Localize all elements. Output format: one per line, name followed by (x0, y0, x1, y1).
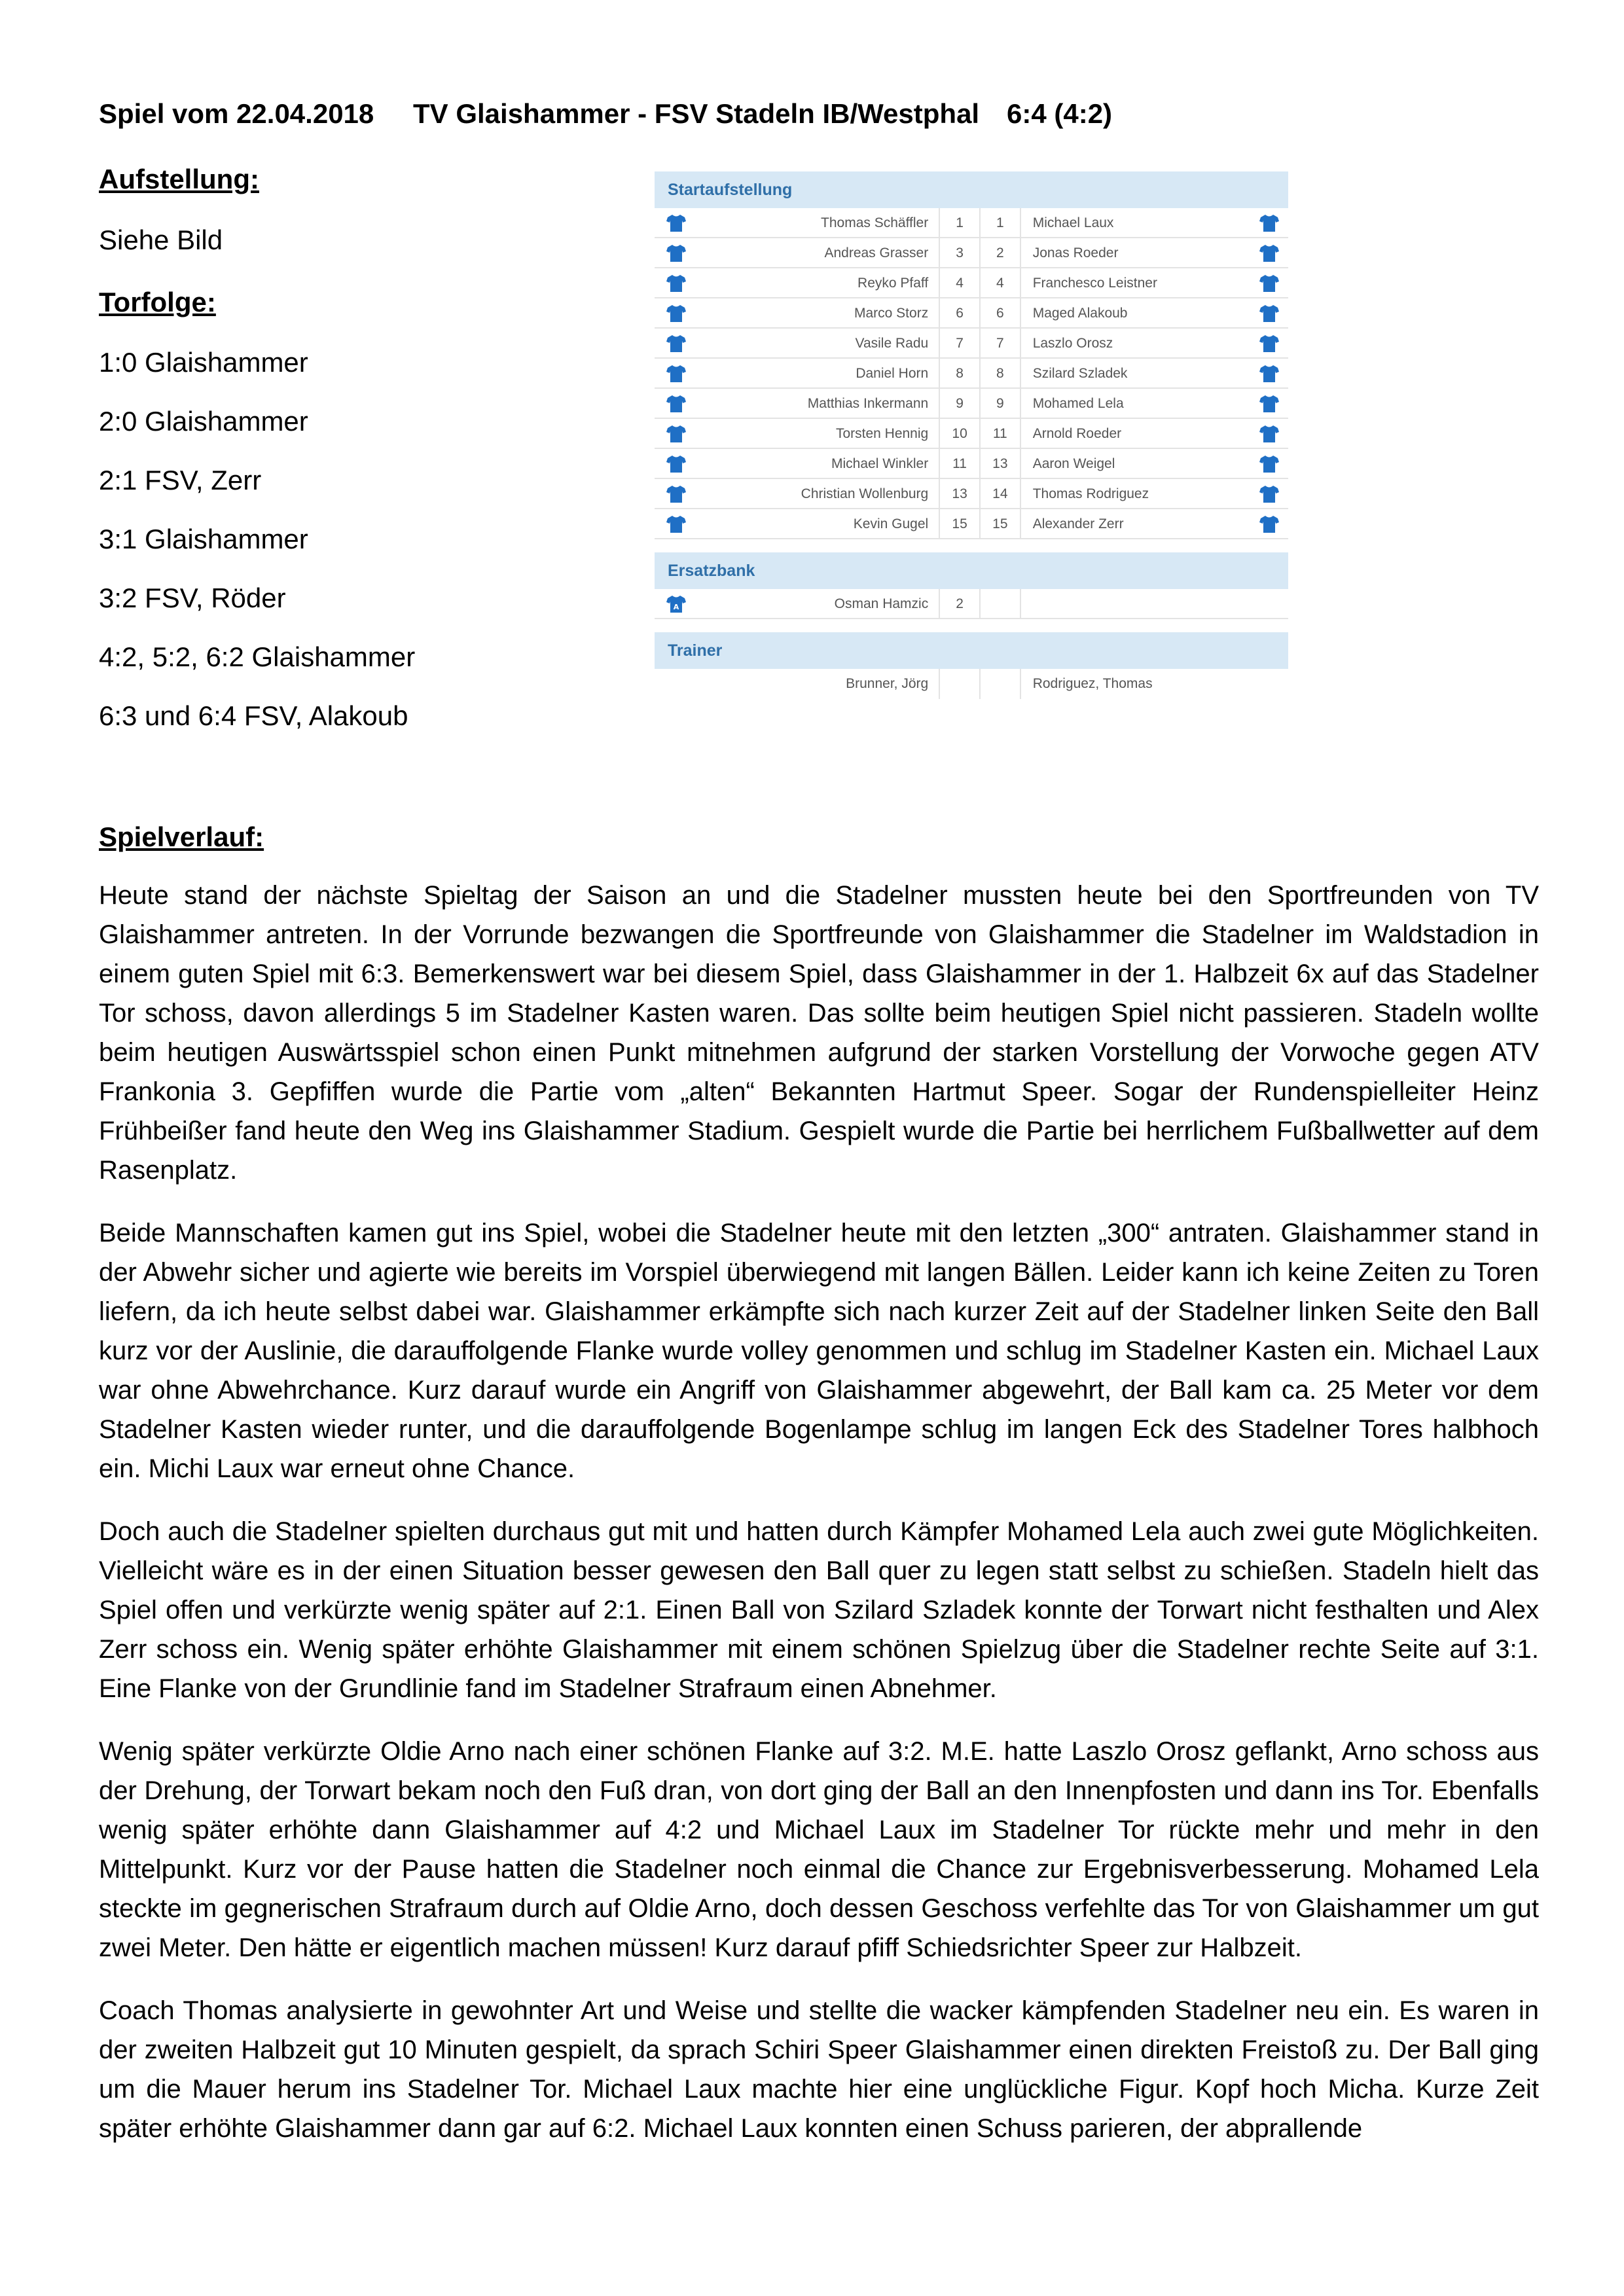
home-player: Matthias Inkermann (694, 389, 940, 418)
away-player: Maged Alakoub (1032, 306, 1128, 321)
home-player: Christian Wollenburg (694, 479, 940, 508)
shirt-icon-away (1249, 268, 1288, 297)
home-player: Vasile Radu (694, 329, 940, 357)
startaufstellung-header: Startaufstellung (655, 171, 1288, 208)
lineup-row (655, 298, 1288, 329)
shirt-icon-home (655, 298, 694, 327)
home-player: Thomas Schäffler (694, 208, 940, 237)
away-number: 1 (981, 208, 1021, 237)
away-player: Thomas Rodriguez (1032, 486, 1149, 501)
home-player: Reyko Pfaff (694, 268, 940, 297)
away-player: Laszlo Orosz (1032, 336, 1113, 351)
away-number: 15 (981, 509, 1021, 538)
bench-home-player: Osman Hamzic (694, 589, 940, 618)
away-player: Jonas Roeder (1032, 245, 1119, 260)
match-teams: TV Glaishammer - FSV Stadeln IB/Westphal (413, 98, 980, 129)
lineup-row (655, 268, 1288, 298)
ersatzbank-header: Ersatzbank (655, 552, 1288, 589)
svg-text:A: A (673, 603, 679, 611)
match-score: 6:4 (4:2) (1007, 98, 1113, 129)
home-number: 10 (940, 419, 981, 448)
away-player: Aaron Weigel (1032, 456, 1115, 471)
lineup-row (655, 479, 1288, 509)
lineup-row (655, 208, 1288, 238)
match-date: Spiel vom 22.04.2018 (99, 98, 374, 129)
bench-row (655, 589, 1288, 619)
paragraph: Wenig später verkürzte Oldie Arno nach einer schönen Flanke auf 3:2. M.E. hatte Laszlo Orosz geflankt, Arno schoss aus der Drehung, der Torwart bekam noch den Fuß dran, von dort ging der Ball an den Innenpfosten und dann ins Tor. Ebenfalls wenig später erhöhte dann Glaishammer auf 4:2 und Michael Laux im Stadelner Tor rückte mehr und mehr in den Mittelpunkt. Kurz vor der Pause hatten die Stadelner noch einmal die Chance zur Ergebnisverbesserung. Mohamed Lela steckte im gegnerischen Strafraum durch auf Oldie Arno, doch dessen Geschoss verfehlte das Tor von Glaishammer um gut zwei Meter. Den hätte er eigentlich machen müssen! Kurz darauf pfiff Schiedsrichter Speer zur Halbzeit. (99, 1737, 1539, 1962)
home-number: 9 (940, 389, 981, 418)
lineup-row (655, 509, 1288, 539)
lineup-table (655, 171, 1288, 699)
shirt-icon-away (1249, 359, 1288, 387)
away-player: Franchesco Leistner (1032, 276, 1157, 291)
shirt-icon-away (1249, 329, 1288, 357)
paragraph: Coach Thomas analysierte in gewohnter Art und Weise und stellte die wacker kämpfenden Stadelner neu ein. Es waren in der zweiten Halbzeit gut 10 Minuten gespielt, da sprach Schiri Speer Glaishammer einen direkten Freistoß zu. Der Ball ging um die Mauer herum ins Stadelner Tor. Michael Laux machte hier eine unglückliche Figur. Kopf hoch Micha. Kurze Zeit später erhöhte Glaishammer dann gar auf 6:2. Michael Laux konnten einen Schuss parieren, der abprallende (99, 1996, 1539, 2143)
torfolge-heading: Torfolge: (99, 287, 216, 317)
trainer-row (655, 669, 1288, 699)
away-player: Alexander Zerr (1032, 516, 1124, 531)
home-player: Andreas Grasser (694, 238, 940, 267)
shirt-icon-home (655, 509, 694, 538)
home-player: Torsten Hennig (694, 419, 940, 448)
paragraph: Beide Mannschaften kamen gut ins Spiel, wobei die Stadelner heute mit den letzten „300“ antraten. Glaishammer stand in der Abwehr sicher und agierte wie bereits im Vorspiel überwiegend mit langen Bällen. Leider kann ich keine Zeiten zu Toren liefern, da ich heute selbst dabei war. Glaishammer erkämpfte sich nach kurzer Zeit auf der Stadelner linken Seite den Ball kurz vor der Auslinie, die darauffolgende Flanke wurde volley genommen und schlug im Stadelner Kasten ein. Michael Laux war ohne Abwehrchance. Kurz darauf wurde ein Angriff von Glaishammer abgewehrt, der Ball kam ca. 25 Meter vor dem Stadelner Kasten wieder runter, und die darauffolgende Bogenlampe schlug im langen Eck des Stadelner Tores halbhoch ein. Michi Laux war erneut ohne Chance. (99, 1219, 1539, 1483)
spielverlauf-heading: Spielverlauf: (99, 821, 264, 852)
home-number: 8 (940, 359, 981, 387)
home-number: 4 (940, 268, 981, 297)
goal-line: 3:1 Glaishammer (99, 524, 308, 554)
shirt-icon-home (655, 419, 694, 448)
shirt-icon-home (655, 268, 694, 297)
goal-line: 1:0 Glaishammer (99, 347, 308, 378)
shirt-icon-away (1249, 419, 1288, 448)
shirt-icon-away (1249, 509, 1288, 538)
goal-line: 3:2 FSV, Röder (99, 583, 286, 613)
home-player: Michael Winkler (694, 449, 940, 478)
shirt-icon-home (655, 208, 694, 237)
home-player: Kevin Gugel (694, 509, 940, 538)
home-number: 6 (940, 298, 981, 327)
paragraph: Heute stand der nächste Spieltag der Saison an und die Stadelner mussten heute bei den Sportfreunden von TV Glaishammer antreten. In der Vorrunde bezwangen die Sportfreunde von Glaishammer die Stadelner im Waldstadion in einem guten Spiel mit 6:3. Bemerkenswert war bei diesem Spiel, dass Glaishammer in der 1. Halbzeit 6x auf das Stadelner Tor schoss, davon allerdings 5 im Stadelner Kasten waren. Das sollte beim heutigen Spiel nicht passieren. Stadeln wollte beim heutigen Auswärtsspiel schon einen Punkt mitnehmen aufgrund der starken Vorstellung der Vorwoche gegen ATV Frankonia 3. Gepfiffen wurde die Partie vom „alten“ Bekannten Hartmut Speer. Sogar der Rundenspielleiter Heinz Frühbeißer fand heute den Weg ins Glaishammer Stadium. Gespielt wurde die Partie bei herrlichem Fußballwetter auf dem Rasenplatz. (99, 881, 1539, 1185)
lineup-row (655, 329, 1288, 359)
home-player: Daniel Horn (694, 359, 940, 387)
home-number: 1 (940, 208, 981, 237)
shirt-icon-away (1249, 449, 1288, 478)
goal-line: 6:3 und 6:4 FSV, Alakoub (99, 700, 408, 731)
goal-line: 4:2, 5:2, 6:2 Glaishammer (99, 641, 416, 672)
goal-line: 2:1 FSV, Zerr (99, 465, 262, 495)
lineup-row (655, 419, 1288, 449)
shirt-icon-home (655, 359, 694, 387)
shirt-icon-home (655, 238, 694, 267)
away-player: Michael Laux (1032, 215, 1114, 230)
trainer-away: Rodriguez, Thomas (1032, 676, 1153, 691)
lineup-row (655, 359, 1288, 389)
spielverlauf-body (99, 876, 1539, 2172)
bench-away-player (1021, 589, 1250, 618)
away-number: 14 (981, 479, 1021, 508)
home-number: 13 (940, 479, 981, 508)
home-player: Marco Storz (694, 298, 940, 327)
away-player: Szilard Szladek (1032, 366, 1128, 381)
shirt-icon-away (1249, 298, 1288, 327)
bench-away-number (981, 589, 1021, 618)
shirt-icon-away (1249, 389, 1288, 418)
aufstellung-heading: Aufstellung: (99, 164, 259, 194)
away-number: 8 (981, 359, 1021, 387)
shirt-icon-away (1249, 238, 1288, 267)
away-number: 4 (981, 268, 1021, 297)
shirt-icon-home (655, 329, 694, 357)
home-number: 11 (940, 449, 981, 478)
away-number: 6 (981, 298, 1021, 327)
lineup-row (655, 389, 1288, 419)
lineup-row (655, 238, 1288, 268)
shirt-icon-away (1249, 479, 1288, 508)
home-number: 3 (940, 238, 981, 267)
trainer-n2 (981, 669, 1021, 699)
shirt-icon-home (655, 449, 694, 478)
away-player: Mohamed Lela (1032, 396, 1124, 411)
siehe-bild-text: Siehe Bild (99, 224, 223, 255)
trainer-n1 (940, 669, 981, 699)
away-number: 2 (981, 238, 1021, 267)
goal-line: 2:0 Glaishammer (99, 406, 308, 437)
trainer-home: Brunner, Jörg (694, 669, 940, 699)
paragraph: Doch auch die Stadelner spielten durchaus gut mit und hatten durch Kämpfer Mohamed Lela auch zwei gute Möglichkeiten. Vielleicht wäre es in der einen Situation besser gewesen den Ball quer zu legen statt selbst zu schießen. Stadeln hielt das Spiel offen und verkürzte wenig später auf 2:1. Einen Ball von Szilard Szladek konnte der Torwart nicht festhalten und Alex Zerr schoss ein. Wenig später erhöhte Glaishammer mit einem schönen Spielzug über die Stadelner rechte Seite auf 3:1. Eine Flanke von der Grundlinie fand im Stadelner Strafraum einen Abnehmer. (99, 1517, 1539, 1703)
shirt-icon-away (1249, 208, 1288, 237)
home-number: 7 (940, 329, 981, 357)
startaufstellung-rows (655, 208, 1288, 539)
away-number: 7 (981, 329, 1021, 357)
away-number: 13 (981, 449, 1021, 478)
shirt-icon-home (655, 589, 694, 618)
away-number: 11 (981, 419, 1021, 448)
away-number: 9 (981, 389, 1021, 418)
shirt-icon-home (655, 389, 694, 418)
shirt-icon-home (655, 479, 694, 508)
bench-home-number: 2 (940, 589, 981, 618)
lineup-row (655, 449, 1288, 479)
trainer-header: Trainer (655, 632, 1288, 669)
away-player: Arnold Roeder (1032, 426, 1122, 441)
home-number: 15 (940, 509, 981, 538)
